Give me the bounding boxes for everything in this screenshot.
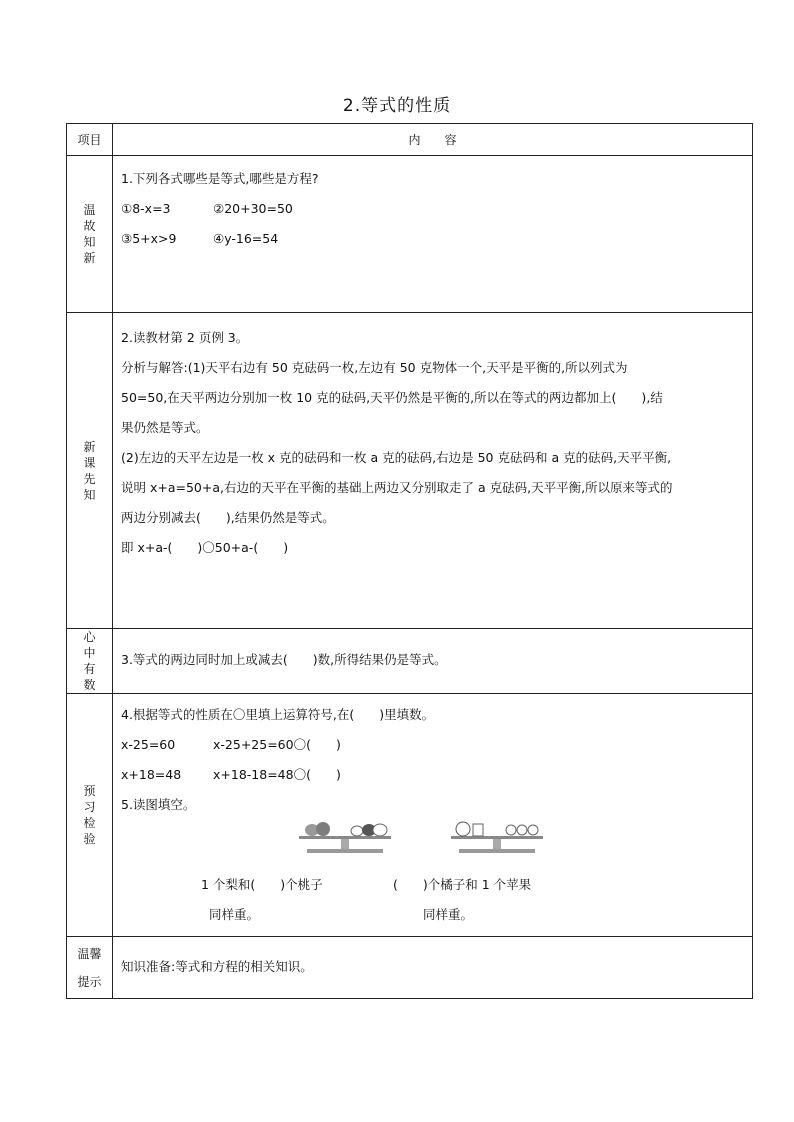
equation-a2: x-25+25=60〇( ) xyxy=(213,737,341,752)
label-preview xyxy=(67,694,113,937)
equation-b2: x+18-18=48〇( ) xyxy=(213,767,341,782)
table-header-row xyxy=(67,124,753,156)
caption-1: 1 个梨和( )个桃子 xyxy=(201,877,323,892)
label-tip xyxy=(67,937,113,999)
label-heart-text: 心中有数 xyxy=(83,630,96,692)
analysis-1a: 分析与解答:(1)天平右边有 50 克砝码一枚,左边有 50 克物体一个,天平是平衡的,所以列式为 xyxy=(121,360,628,375)
row-review xyxy=(67,156,753,313)
content-heart xyxy=(113,629,753,694)
content-review xyxy=(113,156,753,313)
content-tip xyxy=(113,937,753,999)
page-title: 2.等式的性质 xyxy=(342,96,452,116)
label-new-text: 新课先知 xyxy=(83,439,96,502)
label-review-text: 温故知新 xyxy=(83,203,96,265)
balance-scale-pear-peach-icon xyxy=(297,820,393,860)
question-3: 3.等式的两边同时加上或减去( )数,所得结果仍是等式。 xyxy=(121,652,447,667)
row-heart xyxy=(67,629,753,694)
caption-2-end: 同样重。 xyxy=(423,907,474,922)
label-review xyxy=(67,156,113,313)
caption-1-end: 同样重。 xyxy=(209,907,260,922)
label-tip-text: 温馨提示 xyxy=(77,946,102,989)
balance-figures xyxy=(121,820,742,870)
question-5: 5.读图填空。 xyxy=(121,797,196,812)
header-item: 项目 xyxy=(67,124,113,156)
equation-b1: x+18=48 xyxy=(121,767,182,782)
row-tip xyxy=(67,937,753,999)
label-new xyxy=(67,313,113,629)
label-preview-text: 预习检验 xyxy=(83,784,96,846)
analysis-1b: 50=50,在天平两边分别加一枚 10 克的砝码,天平仍然是平衡的,所以在等式的两边都加上( ),结 xyxy=(121,390,663,405)
expr-1: ①8-x=3 xyxy=(121,201,171,216)
header-content: 内 容 xyxy=(113,124,753,156)
question-2: 2.读教材第 2 页例 3。 xyxy=(121,330,249,345)
question-1: 1.下列各式哪些是等式,哪些是方程? xyxy=(121,171,319,186)
worksheet-table xyxy=(66,123,753,999)
expr-4: ④y-16=54 xyxy=(213,231,279,246)
content-preview xyxy=(113,694,753,937)
question-4: 4.根据等式的性质在〇里填上运算符号,在( )里填数。 xyxy=(121,707,435,722)
label-heart xyxy=(67,629,113,694)
caption-2: ( )个橘子和 1 个苹果 xyxy=(393,877,532,892)
balance-scale-orange-apple-icon xyxy=(449,820,545,860)
analysis-2b: 说明 x+a=50+a,右边的天平在平衡的基础上两边又分别取走了 a 克砝码,天平平衡,所以原来等式的 xyxy=(121,480,673,495)
analysis-1c: 果仍然是等式。 xyxy=(121,420,209,435)
row-new xyxy=(67,313,753,629)
expr-2: ②20+30=50 xyxy=(213,201,293,216)
analysis-3: 即 x+a-( )〇50+a-( ) xyxy=(121,540,289,555)
content-new xyxy=(113,313,753,629)
tip-text: 知识准备:等式和方程的相关知识。 xyxy=(121,958,313,974)
expr-3: ③5+x>9 xyxy=(121,231,177,246)
analysis-2a: (2)左边的天平左边是一枚 x 克的砝码和一枚 a 克的砝码,右边是 50 克砝码和 a 克的砝码,天平平衡, xyxy=(121,450,672,465)
row-preview xyxy=(67,694,753,937)
analysis-2c: 两边分别减去( ),结果仍然是等式。 xyxy=(121,510,335,525)
equation-a1: x-25=60 xyxy=(121,737,176,752)
